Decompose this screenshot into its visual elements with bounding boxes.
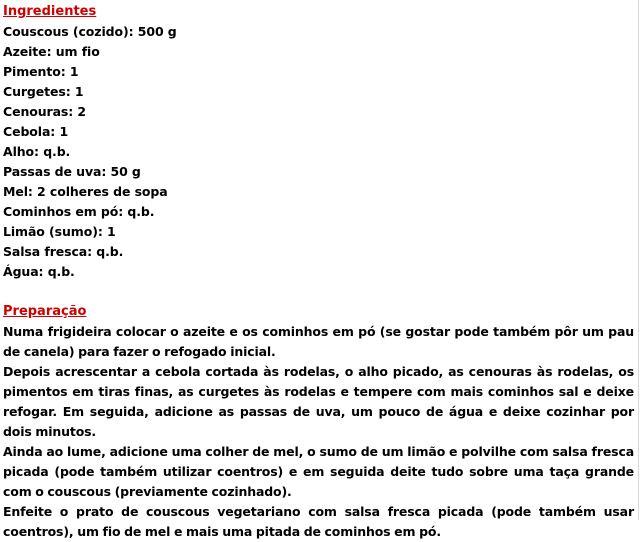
ingredient-item: Azeite: um fio	[3, 44, 100, 59]
ingredient-item: Cominhos em pó: q.b.	[3, 204, 155, 219]
ingredient-item: Alho: q.b.	[3, 144, 71, 159]
preparation-paragraph: Ainda ao lume, adicione uma colher de mel, o sumo de um limão e polvilhe com salsa fresca picada (pode também utilizar coentros) e em seguida deite tudo sobre uma taça grande com o couscous (previamente cozinhado).	[3, 444, 634, 499]
ingredient-item: Cebola: 1	[3, 124, 69, 139]
ingredient-item: Passas de uva: 50 g	[3, 164, 141, 179]
ingredient-item: Limão (sumo): 1	[3, 224, 116, 239]
ingredients-list	[3, 22, 634, 282]
ingredient-item: Curgetes: 1	[3, 84, 84, 99]
preparation-paragraph: Depois acrescentar a cebola cortada às rodelas, o alho picado, as cenouras às rodelas, os pimentos em tiras finas, as curgetes às rodelas e tempere com mais cominhos sal e deixe refogar. Em seguida, adicione as passas de uva, um pouco de água e deixe cozinhar por dois minutos.	[3, 364, 634, 439]
preparation-steps	[3, 322, 634, 542]
preparation-heading: Preparação	[3, 304, 87, 319]
ingredient-item: Água: q.b.	[3, 264, 75, 279]
preparation-paragraph: Numa frigideira colocar o azeite e os cominhos em pó (se gostar pode também pôr um pau de canela) para fazer o refogado inicial.	[3, 324, 634, 359]
ingredient-item: Pimento: 1	[3, 64, 79, 79]
preparation-paragraph: Enfeite o prato de couscous vegetariano com salsa fresca picada (pode também usar coentros), um fio de mel e mais uma pitada de cominhos em pó.	[3, 504, 634, 539]
ingredient-item: Couscous (cozido): 500 g	[3, 24, 177, 39]
ingredient-item: Mel: 2 colheres de sopa	[3, 184, 168, 199]
ingredient-item: Cenouras: 2	[3, 104, 87, 119]
ingredient-item: Salsa fresca: q.b.	[3, 244, 124, 259]
section-spacer	[3, 282, 634, 302]
ingredients-heading: Ingredientes	[3, 4, 97, 19]
